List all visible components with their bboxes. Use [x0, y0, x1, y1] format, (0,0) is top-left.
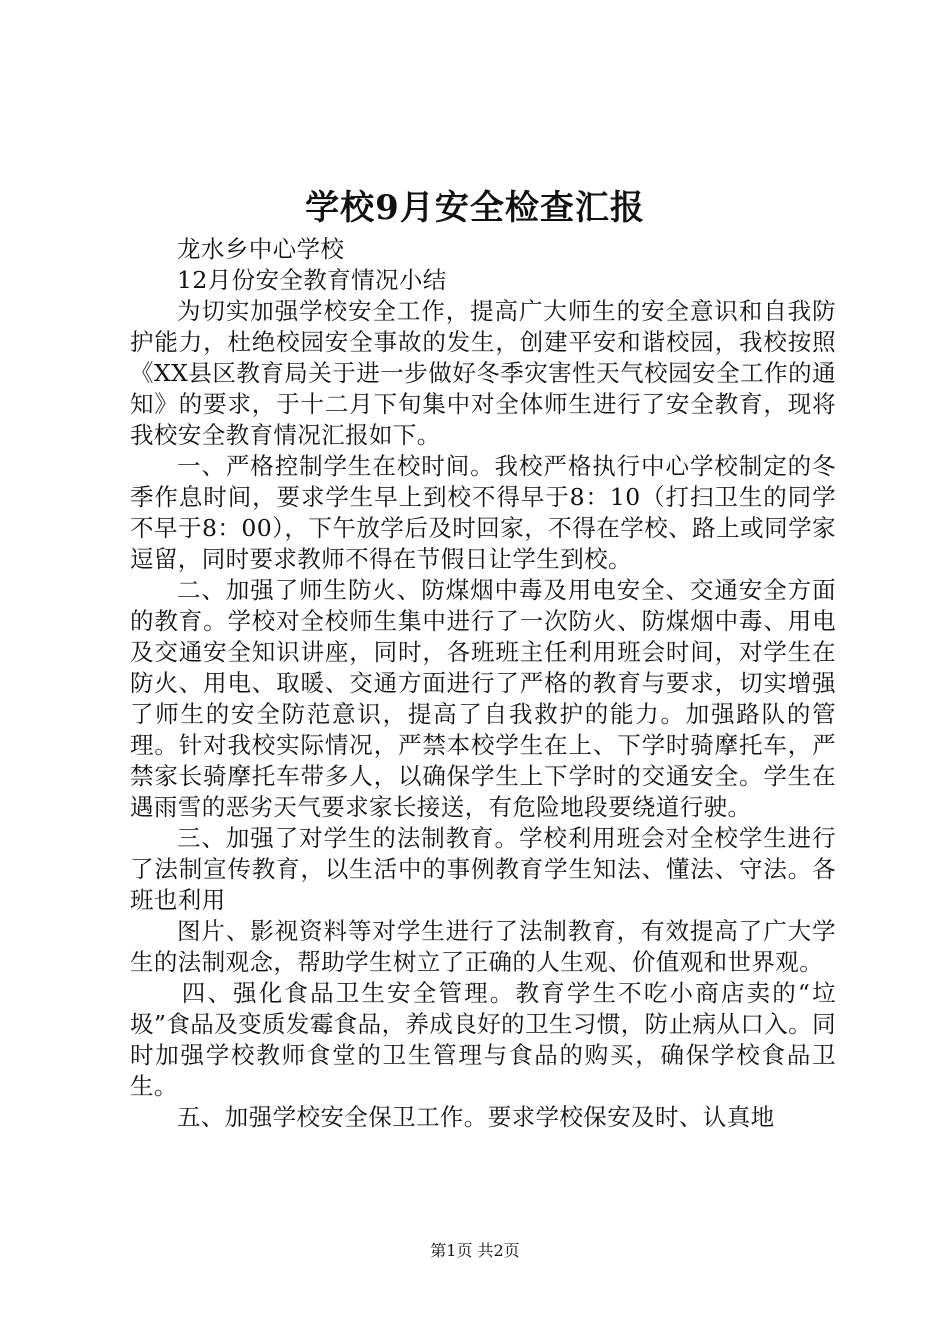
section-three-continued-paragraph: 图片、影视资料等对学生进行了法制教育，有效提高了广大学生的法制观念，帮助学生树立了正确的人生观、价值观和世界观。 [130, 917, 836, 976]
section-five-paragraph: 五、加强学校安全保卫工作。要求学校保安及时、认真地 [177, 1103, 775, 1131]
intro-paragraph: 为切实加强学校安全工作，提高广大师生的安全意识和自我防护能力，杜绝校园安全事故的发生，创建平安和谐校园，我校按照《XX县区教育局关于进一步做好冬季灾害性天气校园安全工作的通知》的要求，于十二月下旬集中对全体师生进行了安全教育，现将我校安全教育情况汇报如下。 [130, 297, 836, 449]
section-four-paragraph: 四、强化食品卫生安全管理。教育学生不吃小商店卖的“垃圾”食品及变质发霉食品，养成良好的卫生习惯，防止病从口入。同时加强学校教师食堂的卫生管理与食品的购买，确保学校食品卫生。 [130, 979, 836, 1100]
section-two-paragraph: 二、加强了师生防火、防煤烟中毒及用电安全、交通安全方面的教育。学校对全校师生集中进行了一次防火、防煤烟中毒、用电及交通安全知识讲座，同时，各班班主任利用班会时间，对学生在防火、用电、取暖、交通方面进行了严格的教育与要求，切实增强了师生的安全防范意识，提高了自我救护的能力。加强路队的管理。针对我校实际情况，严禁本校学生在上、下学时骑摩托车，严禁家长骑摩托车带多人，以确保学生上下学时的交通安全。学生在遇雨雪的恶劣天气要求家长接送，有危险地段要绕道行驶。 [130, 576, 836, 821]
section-one-paragraph: 一、严格控制学生在校时间。我校严格执行中心学校制定的冬季作息时间，要求学生早上到校不得早于8：10（打扫卫生的同学不早于8：00），下午放学后及时回家，不得在学校、路上或同学家逗留，同时要求教师不得在节假日让学生到校。 [130, 452, 836, 573]
page-number-footer: 第1页 共2页 [430, 1241, 520, 1260]
school-name-line: 龙水乡中心学校 [177, 235, 345, 263]
subtitle-line: 12月份安全教育情况小结 [177, 266, 447, 294]
section-three-paragraph: 三、加强了对学生的法制教育。学校利用班会对全校学生进行了法制宣传教育，以生活中的事例教育学生知法、懂法、守法。各班也利用 [130, 824, 836, 914]
document-body [130, 234, 836, 1133]
document-title: 学校9月安全检查汇报 [305, 188, 645, 228]
